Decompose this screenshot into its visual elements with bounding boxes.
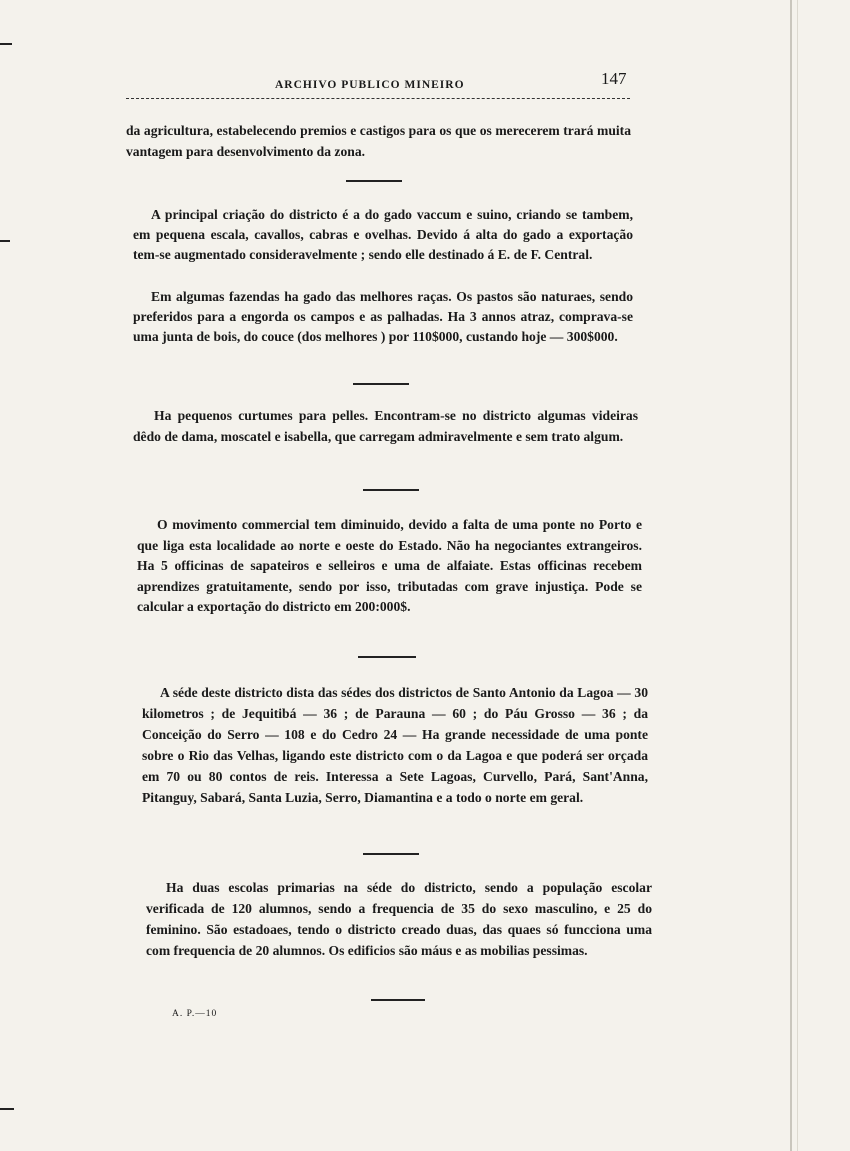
page-number: 147	[601, 69, 627, 88]
page-edge-shadow	[797, 0, 798, 1151]
paragraph-curtumes: Ha pequenos curtumes para pelles. Encontram-se no districto algumas videiras dêdo de dama, moscatel e isabella, que carregam admiravelmente e sem trato algum.	[133, 408, 638, 444]
running-header-title: ARCHIVO PUBLICO MINEIRO	[275, 79, 465, 91]
section-separator	[363, 489, 419, 491]
header-rule	[126, 98, 630, 99]
margin-mark	[0, 240, 10, 242]
paragraph-agricultura: da agricultura, estabelecendo premios e castigos para os que os merecerem trará muita vantagem para desenvolvimento da zona.	[126, 123, 631, 159]
section-separator	[358, 656, 416, 658]
section-separator	[371, 999, 425, 1001]
section-separator	[363, 853, 419, 855]
section-separator	[346, 180, 402, 182]
paragraph-escolas: Ha duas escolas primarias na séde do districto, sendo a população escolar verificada de 120 alumnos, sendo a frequencia de 35 do sexo masculino, e 25 do feminino. São estadoaes, tendo o districto creado duas, das quaes só funcciona uma com frequencia de 20 alumnos. Os edificios são máus e as mobilias pessimas.	[146, 880, 652, 958]
paragraph-movimento-commercial: O movimento commercial tem diminuido, devido a falta de uma ponte no Porto e que liga esta localidade ao norte e oeste do Estado. Não ha negociantes extrangeiros. Ha 5 officinas de sapateiros e selleiros e uma de alfaiate. Estas officinas recebem aprendizes gratuitamente, sendo por isso, tributadas com grave injustiça. Pode se calcular a exportação do districto em 200:000$.	[137, 517, 642, 614]
page-edge	[790, 0, 792, 1151]
paragraph-criacao: A principal criação do districto é a do gado vaccum e suino, criando se tambem, em pequena escala, cavallos, cabras e ovelhas. Devido á alta do gado a exportação tem-se augmentado consideravelmente ; sendo elle destinado á E. de F. Central.	[133, 207, 633, 262]
margin-mark	[0, 43, 12, 45]
signature-mark: A. P.—10	[172, 1009, 218, 1019]
paragraph-fazendas: Em algumas fazendas ha gado das melhores raças. Os pastos são naturaes, sendo preferidos para a engorda os campos e as palhadas. Ha 3 annos atraz, comprava-se uma junta de bois, do couce (dos melhores ) por 110$000, custando hoje — 300$000.	[133, 289, 633, 344]
margin-mark	[0, 1108, 14, 1110]
section-separator	[353, 383, 409, 385]
paragraph-sede-districto: A séde deste districto dista das sédes dos districtos de Santo Antonio da Lagoa — 30 kilometros ; de Jequitibá — 36 ; de Parauna — 60 ; do Páu Grosso — 36 ; da Conceição do Serro — 108 e do Cedro 24 — Ha grande necessidade de uma ponte sobre o Rio das Velhas, ligando este districto com o da Lagoa e que poderá ser orçada em 70 ou 80 contos de reis. Interessa a Sete Lagoas, Curvello, Pará, Sant'Anna, Pitanguy, Sabará, Santa Luzia, Serro, Diamantina e a todo o norte em geral.	[142, 685, 648, 805]
